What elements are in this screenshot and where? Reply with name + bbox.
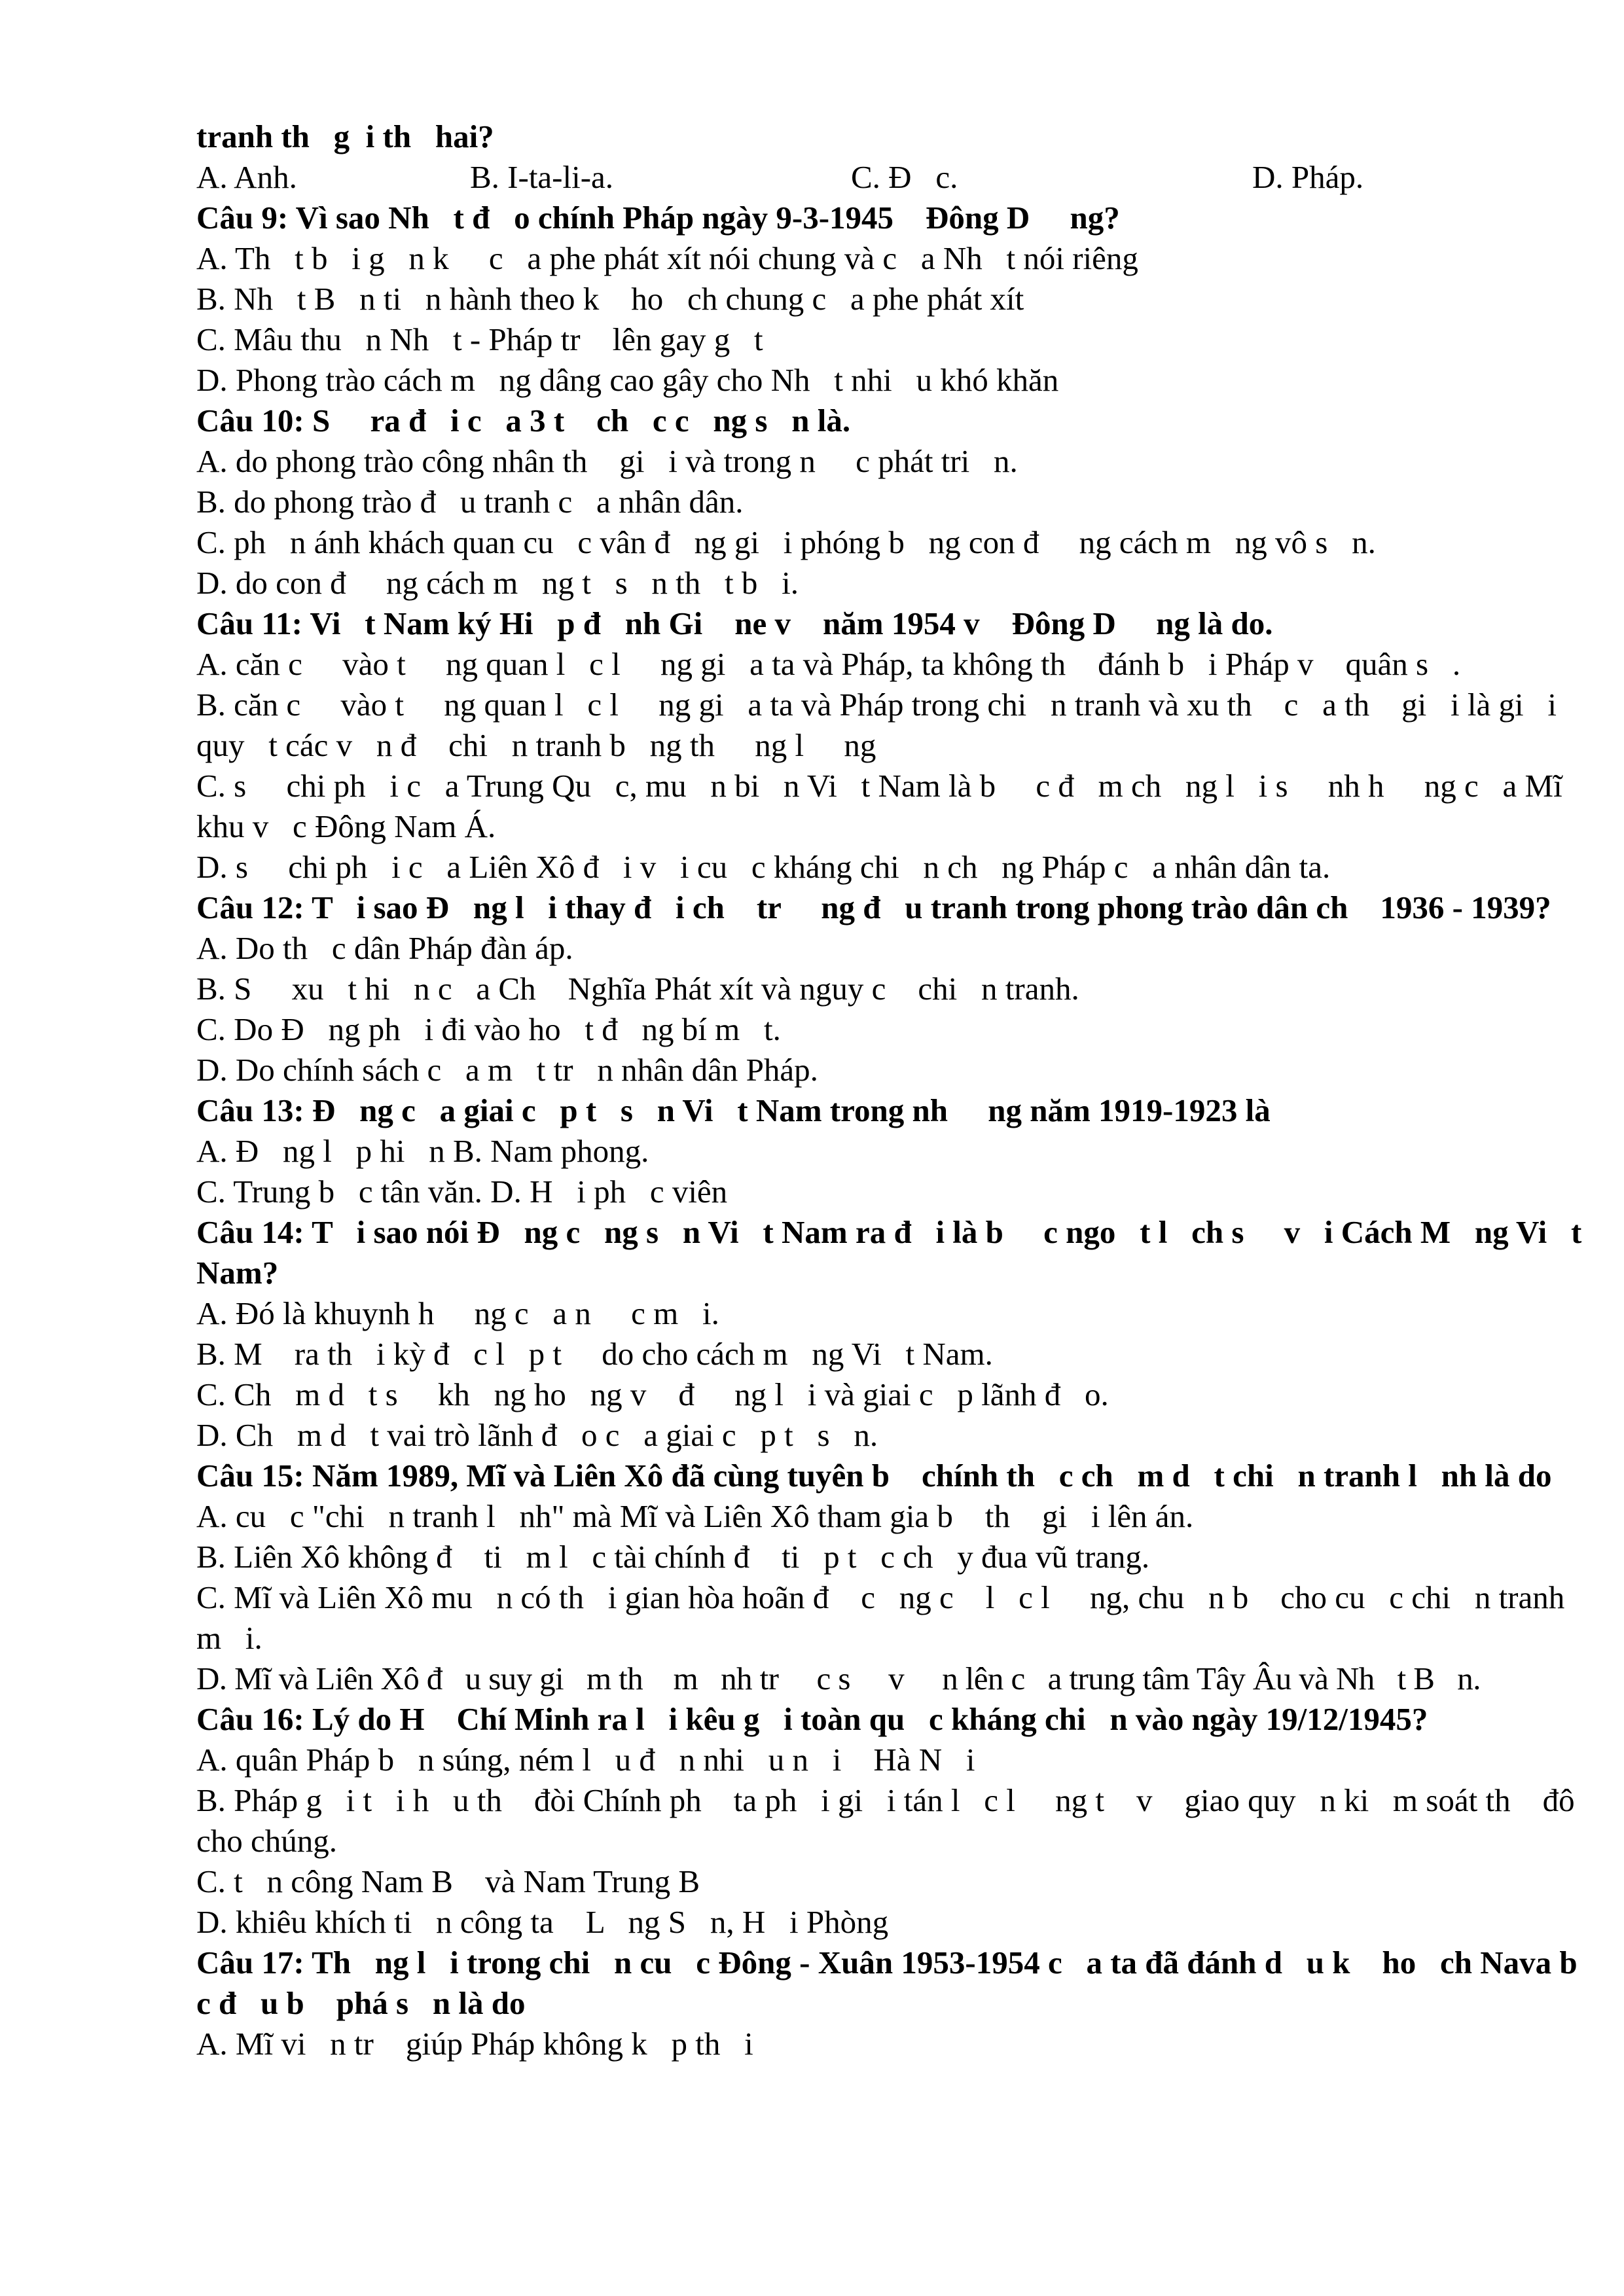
- question-10-title: Câu 10: S ra đ i c a 3 t ch c c ng s n là.: [196, 403, 851, 439]
- option-d: D. Pháp.: [1252, 159, 1364, 195]
- question-14-answer-c: C. Ch m d t s kh ng ho ng v đ ng l i và giai c p lãnh đ o.: [196, 1376, 1109, 1412]
- question-15-answer-c: C. Mĩ và Liên Xô mu n có th i gian hòa hoãn đ c ng c l c l ng, chu n b cho cu c chi n tranh m i.: [196, 1579, 1573, 1656]
- question-16-answer-c: C. t n công Nam B và Nam Trung B: [196, 1863, 700, 1899]
- question-12-answer-a: A. Do th c dân Pháp đàn áp.: [196, 930, 573, 966]
- question-9-answer-d: D. Phong trào cách m ng dâng cao gây cho Nh t nhi u khó khăn: [196, 362, 1059, 398]
- question-12-answer-c: C. Do Đ ng ph i đi vào ho t đ ng bí m t.: [196, 1011, 781, 1047]
- question-11-answer-c: C. s chi ph i c a Trung Qu c, mu n bi n Vi t Nam là b c đ m ch ng l i s nh h ng c a Mĩ khu v c Đông Nam Á.: [196, 768, 1595, 844]
- question-12-answer-b: B. S xu t hi n c a Ch Nghĩa Phát xít và nguy c chi n tranh.: [196, 971, 1079, 1007]
- question-14-answer-a: A. Đó là khuynh h ng c a n c m i.: [196, 1295, 719, 1331]
- question-15-answer-b: B. Liên Xô không đ ti m l c tài chính đ ti p t c ch y đua vũ trang.: [196, 1539, 1150, 1575]
- option-b: B. I-ta-li-a.: [470, 159, 614, 195]
- question-17-title: Câu 17: Th ng l i trong chi n cu c Đông - Xuân 1953-1954 c a ta đã đánh d u k ho ch Nava b c đ u b phá s n là do: [196, 1945, 1617, 2021]
- question-15-answer-d: D. Mĩ và Liên Xô đ u suy gi m th m nh tr c s v n lên c a trung tâm Tây Âu và Nh t B n.: [196, 1660, 1481, 1696]
- question-9-answer-b: B. Nh t B n ti n hành theo k ho ch chung c a phe phát xít: [196, 281, 1024, 317]
- question-11-answer-b: B. căn c vào t ng quan l c l ng gi a ta và Pháp trong chi n tranh và xu th c a th gi i là gi i quy t các v n đ chi n tranh b ng th ng l ng: [196, 687, 1565, 763]
- question-16-title: Câu 16: Lý do H Chí Minh ra l i kêu g i toàn qu c kháng chi n vào ngày 19/12/1945?: [196, 1701, 1428, 1737]
- question-11-answer-d: D. s chi ph i c a Liên Xô đ i v i cu c kháng chi n ch ng Pháp c a nhân dân ta.: [196, 849, 1331, 885]
- question-16-answer-a: A. quân Pháp b n súng, ném l u đ n nhi u n i Hà N i: [196, 1742, 975, 1778]
- document-page: [196, 117, 1617, 2064]
- question-8-tail: tranh th g i th hai?: [196, 118, 494, 154]
- question-10-answer-c: C. ph n ánh khách quan cu c vân đ ng gi i phóng b ng con đ ng cách m ng vô s n.: [196, 524, 1376, 560]
- question-12-title: Câu 12: T i sao Đ ng l i thay đ i ch tr ng đ u tranh trong phong trào dân ch 1936 - 1939?: [196, 889, 1551, 925]
- question-11-answer-a: A. căn c vào t ng quan l c l ng gi a ta và Pháp, ta không th đánh b i Pháp v quân s .: [196, 646, 1461, 682]
- question-15-title: Câu 15: Năm 1989, Mĩ và Liên Xô đã cùng tuyên b chính th c ch m d t chi n tranh l nh là do: [196, 1458, 1552, 1494]
- question-14-answer-d: D. Ch m d t vai trò lãnh đ o c a giai c p t s n.: [196, 1417, 878, 1453]
- question-16-answer-b: B. Pháp g i t i h u th đòi Chính ph ta ph i gi i tán l c l ng t v giao quy n ki m soát th đô cho chúng.: [196, 1782, 1583, 1859]
- question-10-answer-a: A. do phong trào công nhân th gi i và trong n c phát tri n.: [196, 443, 1018, 479]
- option-c: C. Đ c.: [851, 159, 958, 195]
- question-11-title: Câu 11: Vi t Nam ký Hi p đ nh Gi ne v năm 1954 v Đông D ng là do.: [196, 605, 1273, 641]
- question-8-options: [196, 157, 1591, 198]
- question-9-answer-a: A. Th t b i g n k c a phe phát xít nói chung và c a Nh t nói riêng: [196, 240, 1138, 276]
- question-10-answer-b: B. do phong trào đ u tranh c a nhân dân.: [196, 484, 744, 520]
- question-13-answer-cd: C. Trung b c tân văn. D. H i ph c viên: [196, 1174, 728, 1210]
- question-14-answer-b: B. M ra th i kỳ đ c l p t do cho cách m ng Vi t Nam.: [196, 1336, 993, 1372]
- question-9-title: Câu 9: Vì sao Nh t đ o chính Pháp ngày 9-3-1945 Đông D ng?: [196, 200, 1120, 236]
- question-14-title: Câu 14: T i sao nói Đ ng c ng s n Vi t Nam ra đ i là b c ngo t l ch s v i Cách M ng Vi t Nam?: [196, 1214, 1590, 1291]
- question-13-title: Câu 13: Đ ng c a giai c p t s n Vi t Nam trong nh ng năm 1919-1923 là: [196, 1092, 1271, 1128]
- question-9-answer-c: C. Mâu thu n Nh t - Pháp tr lên gay g t: [196, 321, 763, 357]
- question-15-answer-a: A. cu c "chi n tranh l nh" mà Mĩ và Liên Xô tham gia b th gi i lên án.: [196, 1498, 1194, 1534]
- question-16-answer-d: D. khiêu khích ti n công ta L ng S n, H i Phòng: [196, 1904, 889, 1940]
- question-12-answer-d: D. Do chính sách c a m t tr n nhân dân Pháp.: [196, 1052, 818, 1088]
- option-a: A. Anh.: [196, 159, 297, 195]
- question-17-answer-a: A. Mĩ vi n tr giúp Pháp không k p th i: [196, 2026, 753, 2062]
- question-10-answer-d: D. do con đ ng cách m ng t s n th t b i.: [196, 565, 799, 601]
- question-13-answer-ab: A. Đ ng l p hi n B. Nam phong.: [196, 1133, 649, 1169]
